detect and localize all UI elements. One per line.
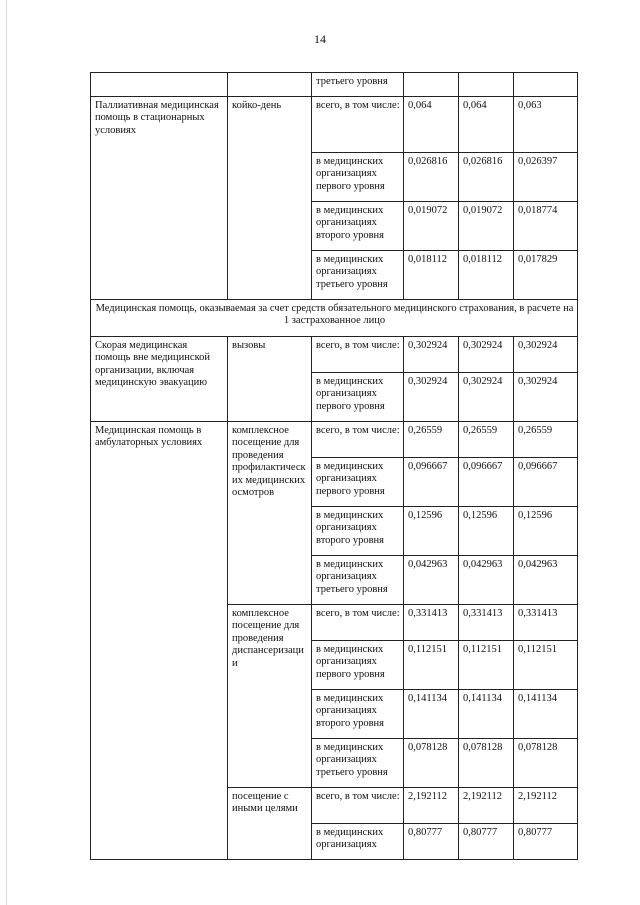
value-cell-v1: 0,096667 [404, 458, 459, 507]
table-cell-c3: в медицинских организациях первого уровня [312, 153, 404, 202]
value-cell-v3: 0,80777 [514, 824, 578, 860]
value-cell-v1: 0,026816 [404, 153, 459, 202]
document-table [90, 72, 578, 860]
table-cell-c3: третьего уровня [312, 73, 404, 97]
page-number: 14 [314, 32, 326, 46]
value-cell-v3: 0,026397 [514, 153, 578, 202]
table-row [91, 97, 578, 153]
value-cell-v2: 0,26559 [459, 422, 514, 458]
table-cell-c1: Скорая медицинская помощь вне медицинской организации, включая медицинскую эвакуацию [91, 337, 228, 422]
value-cell-v2: 0,026816 [459, 153, 514, 202]
table-cell-c1: Медицинская помощь в амбулаторных условиях [91, 422, 228, 860]
value-cell-v3: 0,12596 [514, 507, 578, 556]
value-cell-v1: 0,018112 [404, 251, 459, 300]
table-cell-c3: в медицинских организациях первого уровня [312, 373, 404, 422]
value-cell-v3: 0,302924 [514, 337, 578, 373]
value-cell-v1: 0,331413 [404, 605, 459, 641]
table-cell-c3: всего, в том числе: [312, 97, 404, 153]
table-cell-c2: посещение с иными целями [228, 788, 312, 860]
value-cell-v2: 0,078128 [459, 739, 514, 788]
value-cell-v1: 0,064 [404, 97, 459, 153]
table-row [91, 422, 578, 458]
value-cell-v1: 0,019072 [404, 202, 459, 251]
value-cell-v1: 0,26559 [404, 422, 459, 458]
table-row [91, 73, 578, 97]
value-cell-v2: 0,141134 [459, 690, 514, 739]
value-cell-v1: 0,112151 [404, 641, 459, 690]
value-cell-v3: 2,192112 [514, 788, 578, 824]
section-row [91, 300, 578, 337]
value-cell-v3: 0,302924 [514, 373, 578, 422]
table-cell-c3: в медицинских организациях [312, 824, 404, 860]
value-cell-v3: 0,26559 [514, 422, 578, 458]
value-cell-v3 [514, 73, 578, 97]
table-cell-c1: Паллиативная медицинская помощь в стационарных условиях [91, 97, 228, 300]
value-cell-v2 [459, 73, 514, 97]
table-cell-c3: в медицинских организациях первого уровня [312, 458, 404, 507]
table-cell-c3: в медицинских организациях второго уровня [312, 202, 404, 251]
value-cell-v2: 0,302924 [459, 373, 514, 422]
table-cell-c3: в медицинских организациях третьего уровня [312, 556, 404, 605]
value-cell-v2: 0,331413 [459, 605, 514, 641]
scan-edge [6, 0, 7, 905]
value-cell-v1: 0,302924 [404, 373, 459, 422]
table-cell-c2: койко-день [228, 97, 312, 300]
value-cell-v2: 0,12596 [459, 507, 514, 556]
value-cell-v2: 0,042963 [459, 556, 514, 605]
value-cell-v1: 2,192112 [404, 788, 459, 824]
table-cell-c3: в медицинских организациях третьего уровня [312, 251, 404, 300]
value-cell-v2: 0,019072 [459, 202, 514, 251]
value-cell-v3: 0,331413 [514, 605, 578, 641]
value-cell-v3: 0,141134 [514, 690, 578, 739]
value-cell-v2: 2,192112 [459, 788, 514, 824]
table-cell-c2: комплексное посещение для проведения профилактическ их медицинских осмотров [228, 422, 312, 605]
value-cell-v3: 0,078128 [514, 739, 578, 788]
value-cell-v3: 0,042963 [514, 556, 578, 605]
table-cell-c2: вызовы [228, 337, 312, 422]
value-cell-v1: 0,078128 [404, 739, 459, 788]
table-cell-c2: комплексное посещение для проведения диспансеризаци и [228, 605, 312, 788]
value-cell-v1: 0,302924 [404, 337, 459, 373]
table-row [91, 337, 578, 373]
value-cell-v1 [404, 73, 459, 97]
table-cell-c3: в медицинских организациях третьего уровня [312, 739, 404, 788]
value-cell-v2: 0,80777 [459, 824, 514, 860]
table-cell-c3: всего, в том числе: [312, 605, 404, 641]
section-header: Медицинская помощь, оказываемая за счет средств обязательного медицинского страхования, в расчете на 1 застрахованное лицо [91, 300, 578, 337]
value-cell-v1: 0,12596 [404, 507, 459, 556]
table-cell-c3: всего, в том числе: [312, 337, 404, 373]
table-cell-c3: всего, в том числе: [312, 422, 404, 458]
value-cell-v1: 0,042963 [404, 556, 459, 605]
value-cell-v1: 0,141134 [404, 690, 459, 739]
table-cell-c3: в медицинских организациях второго уровня [312, 690, 404, 739]
value-cell-v3: 0,017829 [514, 251, 578, 300]
value-cell-v3: 0,112151 [514, 641, 578, 690]
value-cell-v3: 0,063 [514, 97, 578, 153]
value-cell-v1: 0,80777 [404, 824, 459, 860]
value-cell-v2: 0,302924 [459, 337, 514, 373]
value-cell-v2: 0,112151 [459, 641, 514, 690]
table-cell-c3: в медицинских организациях второго уровня [312, 507, 404, 556]
value-cell-v3: 0,018774 [514, 202, 578, 251]
value-cell-v3: 0,096667 [514, 458, 578, 507]
table-body [91, 73, 578, 860]
table-cell-c3: в медицинских организациях первого уровня [312, 641, 404, 690]
table-cell-c2 [228, 73, 312, 97]
value-cell-v2: 0,018112 [459, 251, 514, 300]
table-cell-c3: всего, в том числе: [312, 788, 404, 824]
value-cell-v2: 0,096667 [459, 458, 514, 507]
table-cell-c1 [91, 73, 228, 97]
value-cell-v2: 0,064 [459, 97, 514, 153]
